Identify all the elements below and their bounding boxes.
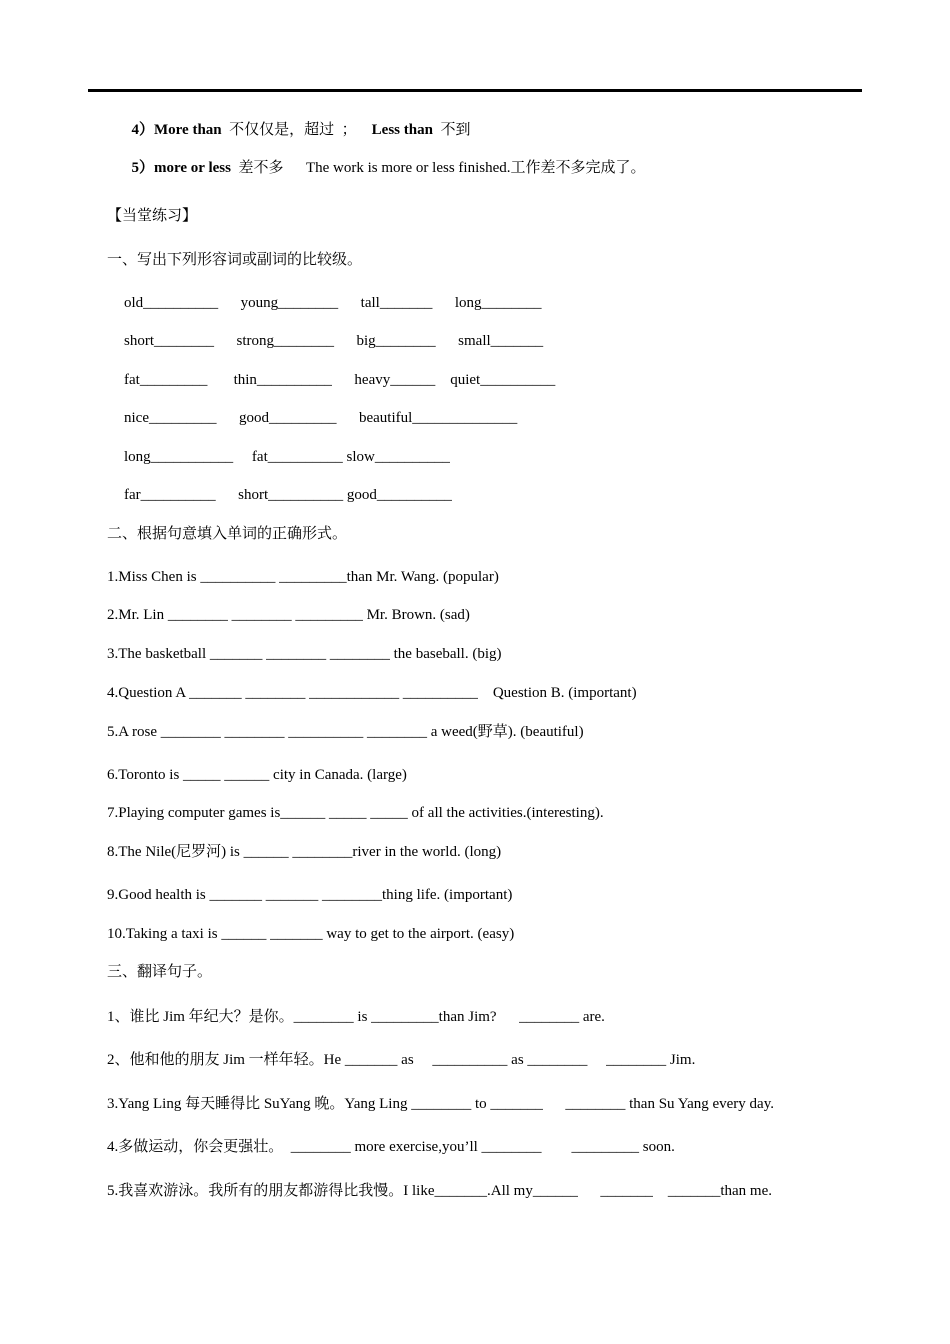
section-2-item: 9.Good health is _______ _______ ________thing life. (important) [107,887,513,903]
section-1-row: nice_________ good_________ beautiful______________ [124,410,518,426]
section-3-item: 2、他和他的朋友 Jim 一样年轻。He _______ as __________ as ________ ________ Jim. [107,1052,696,1068]
header-rule [88,89,862,92]
section-2-item: 1.Miss Chen is __________ _________than Mr. Wang. (popular) [107,569,499,585]
note-4-number: 4） [131,122,155,138]
section-3-item: 1、谁比 Jim 年纪大？是你。________ is _________than Jim? ________ are. [107,1009,605,1025]
section-3-title: 三、翻译句子。 [107,964,213,980]
section-2-item: 2.Mr. Lin ________ ________ _________ Mr. Brown. (sad) [107,607,470,623]
section-1-row: far__________ short__________ good__________ [124,487,452,503]
section-2-title: 二、根据句意填入单词的正确形式。 [107,526,348,542]
note-4 [124,100,470,140]
section-2-item: 6.Toronto is _____ ______ city in Canada. (large) [107,767,407,783]
section-2-item: 4.Question A _______ ________ ____________ __________ Question B. (important) [107,685,637,701]
note-4-term-less-than: Less than [371,122,433,138]
note-5-number: 5） [131,160,155,176]
practice-heading: 【当堂练习】 [107,208,198,224]
note-4-gloss-2: 不到 [432,122,471,138]
section-1-row: long___________ fat__________ slow__________ [124,449,450,465]
section-3-item: 5.我喜欢游泳。我所有的朋友都游得比我慢。I like_______.All my______ _______ _______than me. [107,1183,772,1199]
section-1-title: 一、写出下列形容词或副词的比较级。 [107,252,363,268]
section-1-row: old__________ young________ tall_______ long________ [124,295,542,311]
section-2-item: 7.Playing computer games is______ _____ _____ of all the activities.(interesting). [107,805,604,821]
section-3-item: 3.Yang Ling 每天睡得比 SuYang 晚。Yang Ling ________ to _______ ________ than Su Yang every day. [107,1096,774,1112]
note-4-term-more-than: More than [154,122,222,138]
section-2-item: 8.The Nile(尼罗河) is ______ ________river in the world. (long) [107,844,502,860]
note-4-gloss-1: 不仅仅是，超过 ； [221,122,357,138]
section-1-row: fat_________ thin__________ heavy______ quiet__________ [124,372,556,388]
section-2-item: 10.Taking a taxi is ______ _______ way to get to the airport. (easy) [107,926,515,942]
section-3-item: 4.多做运动，你会更强壮。 ________ more exercise,you’ll ________ _________ soon. [107,1139,675,1155]
note-5-term-more-or-less: more or less [154,160,231,176]
section-2-item: 5.A rose ________ ________ __________ ________ a weed(野草). (beautiful) [107,724,584,740]
note-5-gloss: 差不多 The work is more or less finished.工作差不多完成了。 [230,160,646,176]
section-1-row: short________ strong________ big________ small_______ [124,333,544,349]
section-2-item: 3.The basketball _______ ________ ________ the baseball. (big) [107,646,502,662]
note-5 [124,138,646,178]
